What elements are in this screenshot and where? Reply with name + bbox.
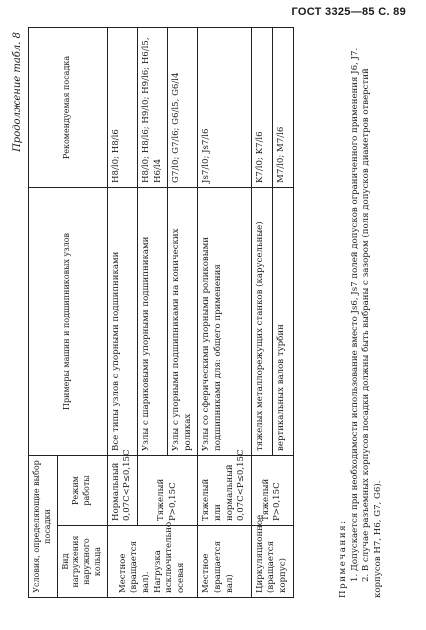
note-item: 2. В случае разъемных корпусов посадки должны быть выбраны с зазором (поля допусков диаметров отверстий корпусов H7, H6, G7, G6).	[361, 68, 383, 598]
cell-loading: Местное (вращается вал). Нагрузка исключительно осевая	[107, 526, 198, 598]
table-row	[137, 27, 167, 597]
cell-fits: Js7/l0; Js7/l6	[198, 27, 251, 187]
header-mode: Режим работы	[57, 455, 107, 525]
header-examples: Примеры машин и подшипниковых узлов	[29, 187, 108, 455]
cell-example: тяжелых металлорежущих станков (карусельные)	[251, 187, 272, 455]
table-row	[107, 27, 137, 597]
cell-mode: Тяжелый P>0,15C	[137, 455, 197, 525]
cell-fits: H8/l0; H8/l6; H9/l0; H9/l6; H6/l5, H6/l4	[137, 27, 167, 187]
cell-example: Узлы с упорными подшипниками на конических роликах	[168, 187, 198, 455]
cell-fits: H8/l0; H8/l6	[107, 27, 137, 187]
cell-fits: G7/l0; G7/l6; G6/l5, G6/l4	[168, 27, 198, 187]
cell-example: Все типы узлов с упорными подшипниками	[107, 187, 137, 455]
header-loading: Вид нагружения наружного кольца	[57, 526, 107, 598]
page-header: ГОСТ 3325—85 С. 89	[291, 6, 406, 18]
rotated-page-content	[6, 28, 416, 598]
cell-mode: Тяжелый P>0,15C	[251, 455, 293, 525]
cell-loading: Местное (вращается вал)	[198, 526, 251, 598]
cell-mode: Тяжелый или нормальный 0,07C<P≤0,15C	[198, 455, 251, 525]
notes-title: Примечания:	[338, 519, 348, 598]
table-continuation-label: Продолжение табл. 8	[12, 32, 23, 152]
table-row	[251, 27, 272, 597]
cell-loading: Циркуляционное (вращается корпус)	[251, 526, 293, 598]
note-item: 1. Допускается при необходимости использование вместо Js6, Js7 полей допусков ограниченного применения J6, J7.	[349, 47, 360, 582]
header-conditions: Условия, определяющие выбор посадки	[29, 455, 58, 597]
cell-fits: M7/l0; M7/l6	[272, 27, 293, 187]
cell-mode: Нормальный 0,07C<P≤0,15C	[107, 455, 137, 525]
header-fits: Рекомендуемая посадка	[29, 27, 108, 187]
cell-example: Узлы с шариковыми упорными подшипниками	[137, 187, 167, 455]
cell-example: Узлы со сферическими упорными роликовыми подшипниками для: общего применения	[198, 187, 251, 455]
cell-fits: K7/l0; K7/l6	[251, 27, 272, 187]
notes-block	[338, 28, 384, 598]
fits-table	[28, 27, 294, 598]
table-row	[198, 27, 251, 597]
cell-example: вертикальных валов турбин	[272, 187, 293, 455]
